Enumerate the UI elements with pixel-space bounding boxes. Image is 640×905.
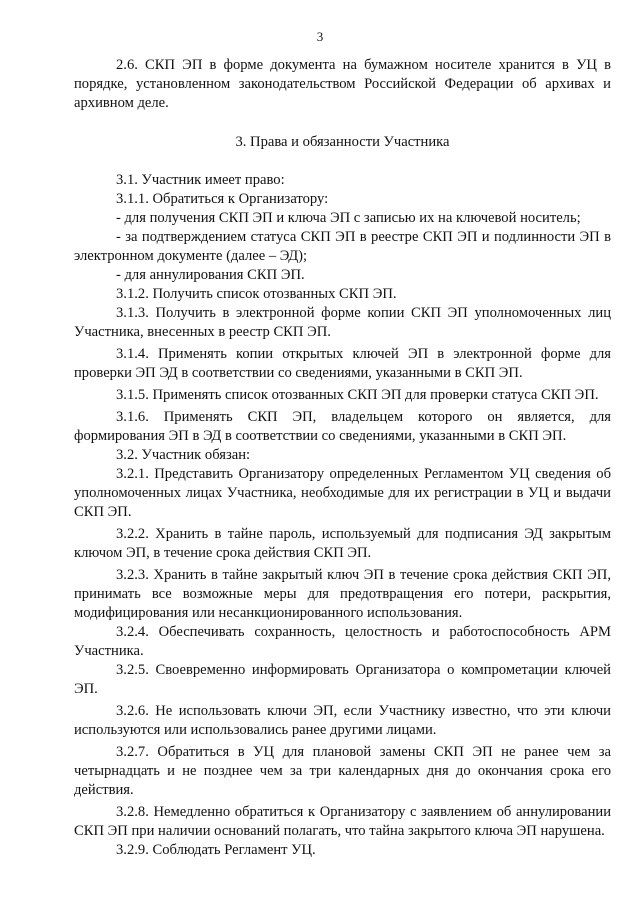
list-item: - для получения СКП ЭП и ключа ЭП с записью их на ключевой носитель; [116, 210, 581, 226]
paragraph: 3.1.1. Обратиться к Организатору: [116, 191, 329, 207]
paragraph: 3.1.4. Применять копии открытых ключей ЭП в электронной форме для проверки ЭП ЭД в соответствии со сведениями, указанными в СКП ЭП. [74, 346, 611, 381]
paragraph: 3.1.2. Получить список отозванных СКП ЭП. [116, 286, 397, 302]
paragraph: 3.2.1. Представить Организатору определенных Регламентом УЦ сведения об уполномоченных лицах Участника, необходимые для их регистрации в УЦ и выдачи СКП ЭП. [74, 466, 611, 520]
paragraph: 3.1.6. Применять СКП ЭП, владельцем которого он является, для формирования ЭП в ЭД в соответствии со сведениями, указанными в СКП ЭП. [74, 409, 611, 444]
paragraph: 3.2. Участник обязан: [116, 447, 251, 463]
paragraph: 3.2.8. Немедленно обратиться к Организатору с заявлением об аннулировании СКП ЭП при наличии оснований полагать, что тайна закрытого ключа ЭП нарушена. [74, 804, 611, 839]
paragraph: 3.1.3. Получить в электронной форме копии СКП ЭП уполномоченных лиц Участника, внесенных в реестр СКП ЭП. [74, 305, 611, 340]
section-title: 3. Права и обязанности Участника [235, 134, 450, 150]
paragraph: 3.2.9. Соблюдать Регламент УЦ. [116, 842, 316, 858]
paragraph: 3.2.5. Своевременно информировать Организатора о компрометации ключей ЭП. [74, 662, 611, 697]
paragraph: 3.2.6. Не использовать ключи ЭП, если Участнику известно, что эти ключи используются или использовались ранее другими лицами. [74, 703, 611, 738]
paragraph: 3.2.3. Хранить в тайне закрытый ключ ЭП в течение срока действия СКП ЭП, принимать все возможные меры для предотвращения его потери, раскрытия, модифицирования или несанкционированного использования. [74, 567, 611, 621]
list-item: - за подтверждением статуса СКП ЭП в реестре СКП ЭП и подлинности ЭП в электронном документе (далее – ЭД); [74, 229, 611, 264]
paragraph: 3.2.2. Хранить в тайне пароль, используемый для подписания ЭД закрытым ключом ЭП, в течение срока действия СКП ЭП. [74, 526, 611, 561]
paragraph: 3.2.4. Обеспечивать сохранность, целостность и работоспособность АРМ Участника. [74, 624, 611, 659]
paragraph: 3.1.5. Применять список отозванных СКП ЭП для проверки статуса СКП ЭП. [116, 387, 599, 403]
document-body [74, 56, 611, 860]
page-number: 3 [316, 29, 324, 44]
paragraph: 3.2.7. Обратиться в УЦ для плановой замены СКП ЭП не ранее чем за четырнадцать и не позднее чем за три календарных дня до окончания срока его действия. [74, 744, 611, 798]
paragraph-2-6: 2.6. СКП ЭП в форме документа на бумажном носителе хранится в УЦ в порядке, установленном законодательством Российской Федерации об архивах и архивном деле. [74, 57, 611, 111]
list-item: - для аннулирования СКП ЭП. [116, 267, 305, 283]
paragraph: 3.1. Участник имеет право: [116, 172, 285, 188]
